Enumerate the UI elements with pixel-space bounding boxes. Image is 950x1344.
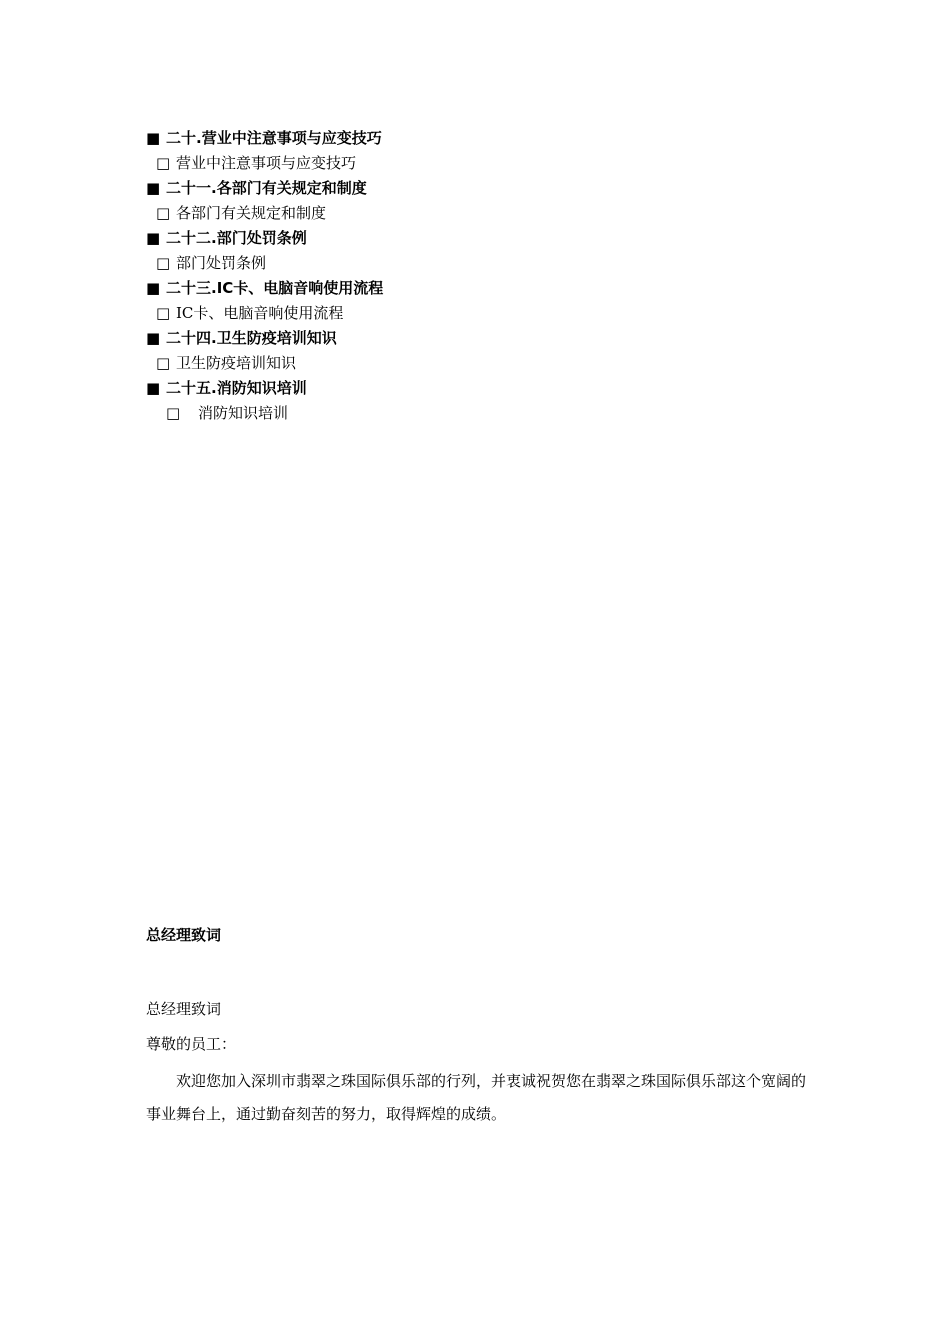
toc-subitem-text: 营业中注意事项与应变技巧 (176, 154, 357, 172)
filled-square-icon: ■ (146, 379, 161, 397)
table-of-contents (146, 126, 846, 426)
toc-subitem-21 (146, 201, 846, 226)
toc-heading-text: 二十四.卫生防疫培训知识 (166, 329, 337, 347)
toc-subitem-20 (146, 151, 846, 176)
toc-heading-text: 二十一.各部门有关规定和制度 (166, 179, 367, 197)
toc-subitem-text: 各部门有关规定和制度 (176, 204, 327, 222)
letter-title: 总经理致词 (146, 1000, 222, 1018)
toc-subitem-text: 部门处罚条例 (176, 254, 267, 272)
toc-subitem-23 (146, 301, 846, 326)
section-title: 总经理致词 (146, 926, 222, 944)
toc-heading-text: 二十五.消防知识培训 (166, 379, 307, 397)
empty-square-icon: □ (156, 304, 171, 322)
empty-square-icon: □ (156, 354, 171, 372)
empty-square-icon: □ (156, 254, 171, 272)
toc-subitem-text: IC卡、电脑音响使用流程 (176, 304, 344, 322)
toc-heading-text: 二十.营业中注意事项与应变技巧 (166, 129, 382, 147)
empty-square-icon: □ (156, 204, 171, 222)
toc-heading-25 (146, 376, 846, 401)
filled-square-icon: ■ (146, 329, 161, 347)
toc-heading-text: 二十二.部门处罚条例 (166, 229, 307, 247)
toc-heading-20 (146, 126, 846, 151)
toc-subitem-text: 卫生防疫培训知识 (176, 354, 297, 372)
toc-heading-23 (146, 276, 846, 301)
toc-subitem-25 (146, 401, 846, 426)
toc-heading-text: 二十三.IC卡、电脑音响使用流程 (166, 279, 384, 297)
toc-heading-22 (146, 226, 846, 251)
letter-salutation: 尊敬的员工： (146, 1035, 237, 1053)
filled-square-icon: ■ (146, 129, 161, 147)
letter-paragraph: 欢迎您加入深圳市翡翠之珠国际俱乐部的行列，并衷诚祝贺您在翡翠之珠国际俱乐部这个宽阔的事业舞台上，通过勤奋刻苦的努力，取得辉煌的成绩。 (146, 1072, 807, 1123)
toc-heading-21 (146, 176, 846, 201)
toc-heading-24 (146, 326, 846, 351)
empty-square-icon: □ (166, 404, 181, 422)
toc-subitem-24 (146, 351, 846, 376)
empty-square-icon: □ (156, 154, 171, 172)
toc-subitem-22 (146, 251, 846, 276)
filled-square-icon: ■ (146, 179, 161, 197)
filled-square-icon: ■ (146, 229, 161, 247)
filled-square-icon: ■ (146, 279, 161, 297)
toc-subitem-text: 消防知识培训 (198, 404, 289, 422)
